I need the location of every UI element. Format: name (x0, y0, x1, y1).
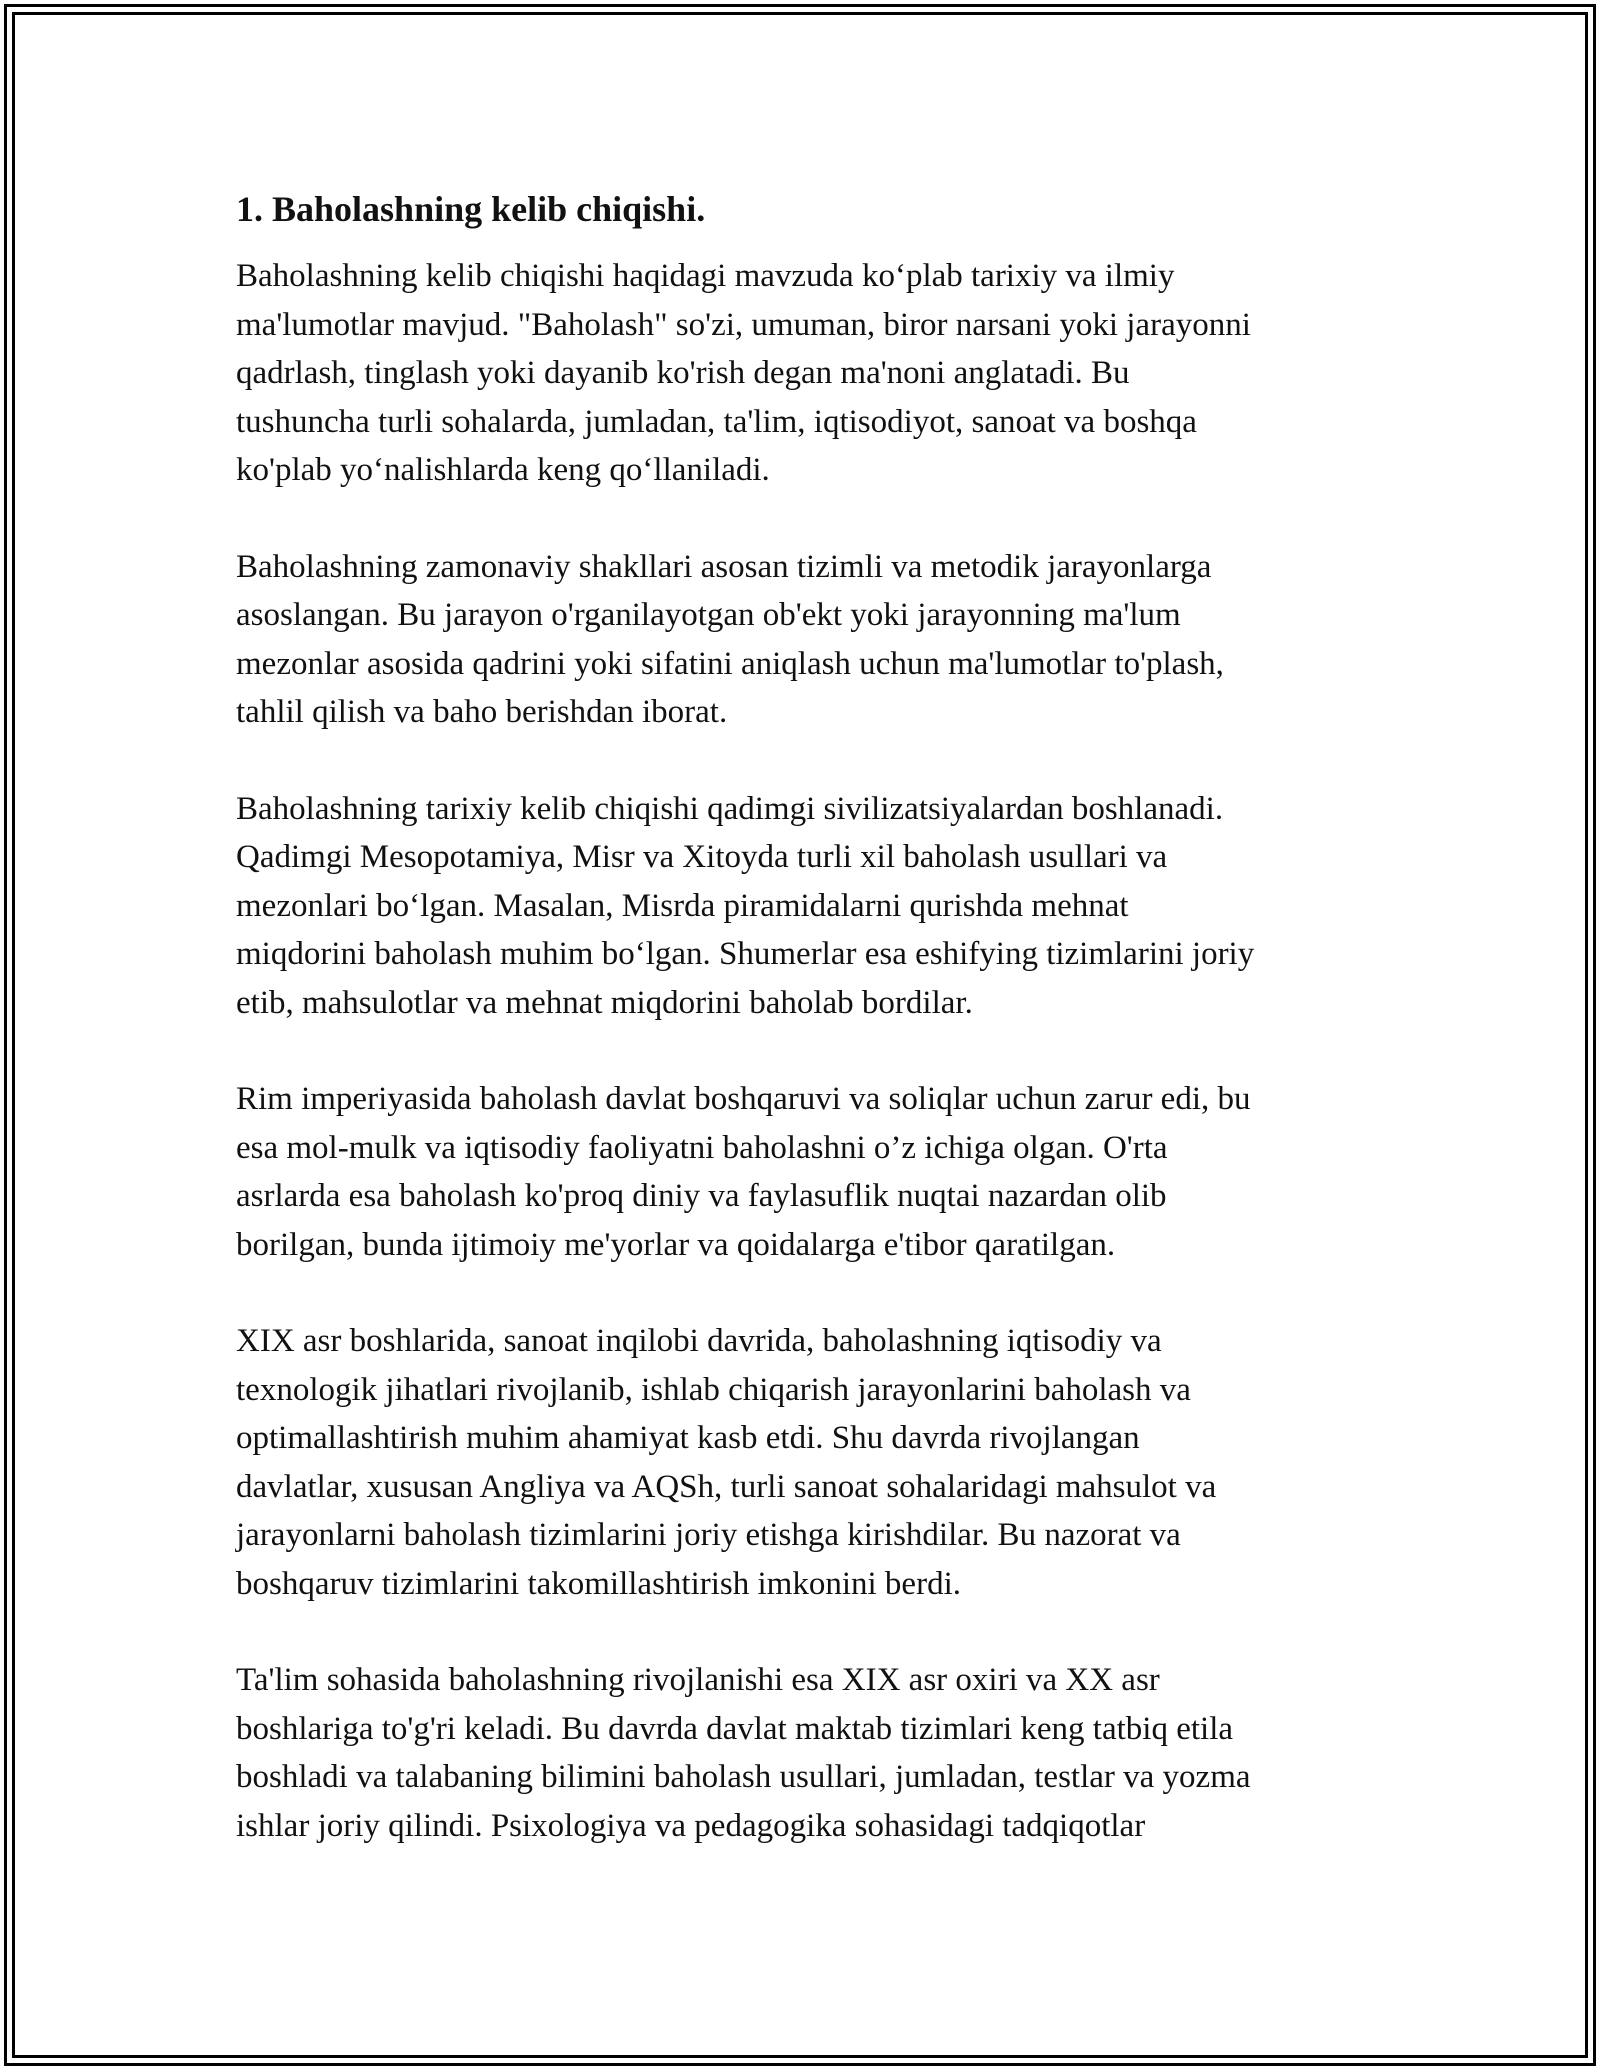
text-line: Qadimgi Mesopotamiya, Misr va Xitoyda turli xil baholash usullari va (236, 839, 1168, 875)
text-line: qadrlash, tinglash yoki dayanib ko'rish degan ma'noni anglatadi. Bu (236, 355, 1130, 391)
text-line: jarayonlarni baholash tizimlarini joriy etishga kirishdilar. Bu nazorat va (236, 1517, 1181, 1553)
text-line: XIX asr boshlarida, sanoat inqilobi davrida, baholashning iqtisodiy va (236, 1323, 1162, 1359)
text-line: ma'lumotlar mavjud. "Baholash" so'zi, umuman, biror narsani yoki jarayonni (236, 306, 1251, 343)
text-line: mezonlari bo‘lgan. Masalan, Misrda piramidalarni qurishda mehnat (236, 887, 1129, 924)
text-line: tahlil qilish va baho berishdan iborat. (236, 694, 728, 730)
text-line: Baholashning kelib chiqishi haqidagi mavzuda ko‘plab tarixiy va ilmiy (236, 258, 1175, 294)
text-line: boshqaruv tizimlarini takomillashtirish imkonini berdi. (236, 1565, 961, 1602)
paragraph-industrial-revolution (236, 1317, 1381, 1608)
section-heading: 1. Baholashning kelib chiqishi. (236, 189, 706, 229)
text-line: texnologik jihatlari rivojlanib, ishlab chiqarish jarayonlarini baholash va (236, 1371, 1191, 1408)
text-line: boshladi va talabaning bilimini baholash usullari, jumladan, testlar va yozma (236, 1759, 1251, 1795)
text-line: optimallashtirish muhim ahamiyat kasb etdi. Shu davrda rivojlangan (236, 1420, 1140, 1456)
text-line: boshlariga to'g'ri keladi. Bu davrda davlat maktab tizimlari keng tatbiq etila (236, 1710, 1234, 1747)
text-line: miqdorini baholash muhim bo‘lgan. Shumerlar esa eshifying tizimlarini joriy (236, 936, 1255, 972)
text-line: Rim imperiyasida baholash davlat boshqaruvi va soliqlar uchun zarur edi, bu (236, 1081, 1251, 1117)
text-line: Baholashning tarixiy kelib chiqishi qadimgi sivilizatsiyalardan boshlanadi. (236, 790, 1224, 827)
paragraph-modern-forms (236, 543, 1381, 737)
paragraph-ancient-history (236, 785, 1381, 1028)
text-line: ko'plab yo‘nalishlarda keng qo‘llaniladi. (236, 452, 770, 488)
paragraph-rome-middle-ages (236, 1075, 1381, 1269)
text-line: davlatlar, xususan Angliya va AQSh, turli sanoat sohalaridagi mahsulot va (236, 1468, 1217, 1505)
paragraph-education (236, 1656, 1381, 1850)
text-line: borilgan, bunda ijtimoiy me'yorlar va qoidalarga e'tibor qaratilgan. (236, 1226, 1116, 1263)
text-line: ishlar joriy qilindi. Psixologiya va pedagogika sohasidagi tadqiqotlar (236, 1807, 1146, 1844)
text-line: tushuncha turli sohalarda, jumladan, ta'lim, iqtisodiyot, sanoat va boshqa (236, 403, 1197, 440)
text-line: mezonlar asosida qadrini yoki sifatini aniqlash uchun ma'lumotlar to'plash, (236, 645, 1224, 682)
text-line: asoslangan. Bu jarayon o'rganilayotgan ob'ekt yoki jarayonning ma'lum (236, 597, 1181, 633)
document-content (236, 186, 1381, 1898)
text-line: Ta'lim sohasida baholashning rivojlanishi esa XIX asr oxiri va XX asr (236, 1662, 1160, 1698)
paragraph-origin-intro (236, 252, 1381, 495)
text-line: Baholashning zamonaviy shakllari asosan tizimli va metodik jarayonlarga (236, 548, 1212, 585)
text-line: asrlarda esa baholash ko'proq diniy va faylasuflik nuqtai nazardan olib (236, 1178, 1167, 1214)
text-line: etib, mahsulotlar va mehnat miqdorini baholab bordilar. (236, 984, 973, 1021)
text-line: esa mol-mulk va iqtisodiy faoliyatni baholashni o’z ichiga olgan. O'rta (236, 1129, 1168, 1166)
